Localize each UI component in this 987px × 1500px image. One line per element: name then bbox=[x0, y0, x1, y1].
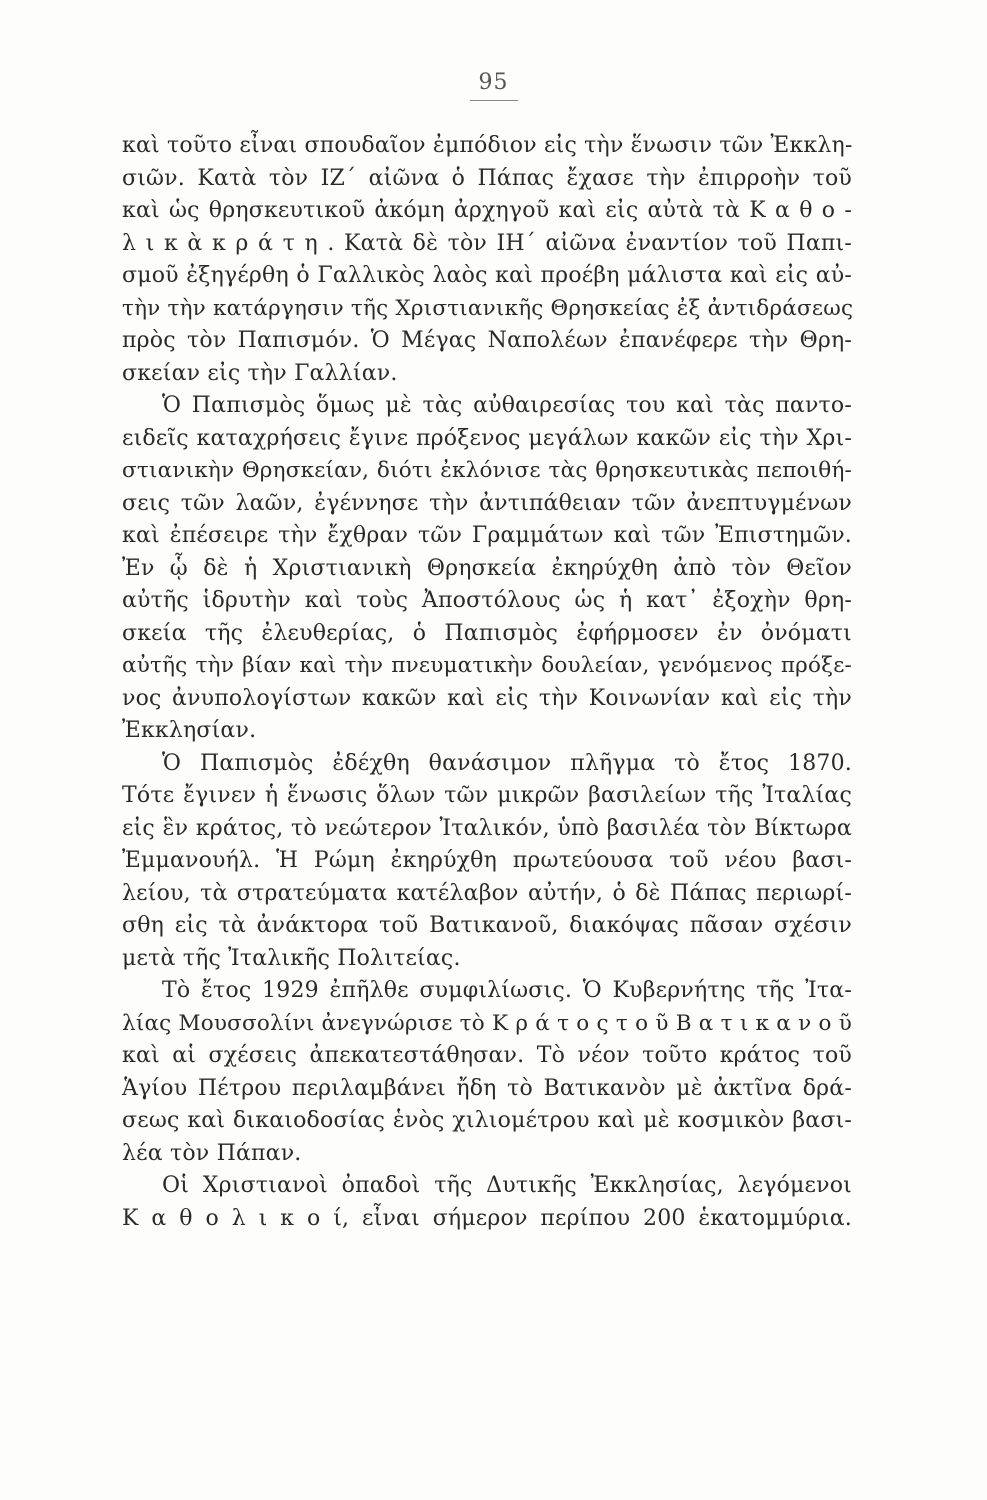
text-line: Κ α θ ο λ ι κ ο ί, εἶναι σήμερον περίπου 200 ἑκατομμύρια. bbox=[122, 1205, 852, 1231]
body-text bbox=[122, 130, 852, 1235]
text-line: σεις τῶν λαῶν, ἐγέννησε τὴν ἀντιπάθειαν τῶν ἀνεπτυγμένων bbox=[122, 490, 852, 516]
text-line: σθη εἰς τὰ ἀνάκτορα τοῦ Βατικανοῦ, διακόψας πᾶσαν σχέσιν bbox=[122, 913, 852, 938]
text-line: αὐτῆς ἱδρυτὴν καὶ τοὺς Ἀποστόλους ὡς ἡ κατ᾽ ἐξοχὴν θρη- bbox=[122, 588, 852, 613]
text-line: μετὰ τῆς Ἰταλικῆς Πολιτείας. bbox=[122, 945, 461, 971]
text-line: Τότε ἔγινεν ἡ ἕνωσις ὅλων τῶν μικρῶν βασιλείων τῆς Ἰταλίας bbox=[122, 783, 852, 808]
text-line: λέα τὸν Πάπαν. bbox=[122, 1140, 302, 1166]
text-line: εἰς ἓν κράτος, τὸ νεώτερον Ἰταλικόν, ὑπὸ βασιλέα τὸν Βίκτωρα bbox=[122, 815, 852, 841]
text-line: καὶ αἱ σχέσεις ἀπεκατεστάθησαν. Τὸ νέον τοῦτο κράτος τοῦ bbox=[122, 1043, 852, 1068]
text-line: Ἐμμανουήλ. Ἡ Ρώμη ἐκηρύχθη πρωτεύουσα τοῦ νέου βασι- bbox=[122, 848, 852, 873]
text-line: Ὁ Παπισμὸς ὅμως μὲ τὰς αὐθαιρεσίας του καὶ τὰς παντο- bbox=[162, 393, 852, 418]
text-line: στιανικὴν Θρησκείαν, διότι ἐκλόνισε τὰς θρησκευτικὰς πεποιθή- bbox=[122, 458, 852, 483]
text-line: λ ι κ ὰ κ ρ ά τ η . Κατὰ δὲ τὸν ΙΗ΄ αἰῶνα ἐναντίον τοῦ Παπι- bbox=[122, 230, 852, 256]
text-line: λείου, τὰ στρατεύματα κατέλαβον αὐτήν, ὁ δὲ Πάπας περιωρί- bbox=[122, 880, 852, 906]
text-line: καὶ τοῦτο εἶναι σπουδαῖον ἐμπόδιον εἰς τὴν ἕνωσιν τῶν Ἐκκλη- bbox=[122, 133, 853, 158]
text-line: σιῶν. Κατὰ τὸν ΙΖ΄ αἰῶνα ὁ Πάπας ἔχασε τὴν ἐπιρροὴν τοῦ bbox=[122, 165, 852, 191]
text-line: αὐτῆς τὴν βίαν καὶ τὴν πνευματικὴν δουλείαν, γενόμενος πρόξε- bbox=[122, 653, 852, 678]
text-line: πρὸς τὸν Παπισμόν. Ὁ Μέγας Ναπολέων ἐπανέφερε τὴν Θρη- bbox=[122, 328, 852, 353]
page-number-underline bbox=[470, 100, 518, 101]
text-line: νος ἀνυπολογίστων κακῶν καὶ εἰς τὴν Κοινωνίαν καὶ εἰς τὴν bbox=[122, 685, 852, 711]
text-line: σεως καὶ δικαιοδοσίας ἑνὸς χιλιομέτρου καὶ μὲ κοσμικὸν βασι- bbox=[122, 1108, 852, 1133]
text-line: ειδεῖς καταχρήσεις ἔγινε πρόξενος μεγάλων κακῶν εἰς τὴν Χρι- bbox=[122, 425, 852, 451]
text-line: Οἱ Χριστιανοὶ ὀπαδοὶ τῆς Δυτικῆς Ἐκκλησίας, λεγόμενοι bbox=[162, 1173, 852, 1198]
text-line: σκείαν εἰς τὴν Γαλλίαν. bbox=[122, 360, 398, 386]
text-line: λίας Μουσσολίνι ἀνεγνώρισε τὸ Κ ρ ά τ ο ς τ ο ῦ Β α τ ι κ α ν ο ῦ bbox=[122, 1010, 852, 1036]
text-line: σκεία τῆς ἐλευθερίας, ὁ Παπισμὸς ἐφήρμοσεν ἐν ὀνόματι bbox=[122, 620, 852, 646]
text-line: Ἁγίου Πέτρου περιλαμβάνει ἤδη τὸ Βατικανὸν μὲ ἀκτῖνα δρά- bbox=[122, 1075, 852, 1101]
page-number: 95 bbox=[478, 70, 509, 95]
text-line: Ἐν ᾧ δὲ ἡ Χριστιανικὴ Θρησκεία ἐκηρύχθη ἀπὸ τὸν Θεῖον bbox=[122, 555, 852, 581]
text-line: Τὸ ἔτος 1929 ἐπῆλθε συμφιλίωσις. Ὁ Κυβερνήτης τῆς Ἰτα- bbox=[162, 978, 852, 1003]
text-line: τὴν τὴν κατάργησιν τῆς Χριστιανικῆς Θρησκείας ἐξ ἀντιδράσεως bbox=[122, 295, 854, 321]
text-line: Ὁ Παπισμὸς ἐδέχθη θανάσιμον πλῆγμα τὸ ἔτος 1870. bbox=[162, 750, 852, 776]
text-line: καὶ ὡς θρησκευτικοῦ ἀκόμη ἀρχηγοῦ καὶ εἰς αὐτὰ τὰ Κ α θ ο - bbox=[122, 198, 852, 223]
text-line: Ἐκκλησίαν. bbox=[122, 718, 257, 743]
text-line: σμοῦ ἐξηγέρθη ὁ Γαλλικὸς λαὸς καὶ προέβη μάλιστα καὶ εἰς αὐ- bbox=[122, 263, 852, 288]
text-line: καὶ ἐπέσειρε τὴν ἔχθραν τῶν Γραμμάτων καὶ τῶν Ἐπιστημῶν. bbox=[122, 523, 852, 548]
